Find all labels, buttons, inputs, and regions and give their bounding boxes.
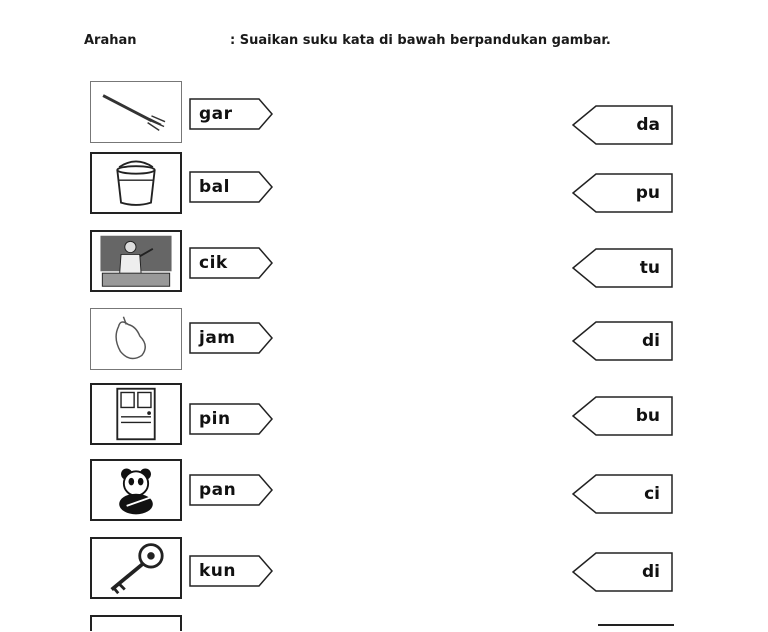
pear-icon — [90, 308, 182, 370]
syllable-label: pu — [635, 183, 660, 203]
syllable-label: ci — [644, 484, 660, 504]
syllable-tag-left[interactable] — [189, 555, 273, 587]
syllable-tag-right[interactable] — [572, 474, 674, 514]
syllable-label: jam — [199, 328, 236, 348]
door-icon — [90, 383, 182, 445]
syllable-tag-left[interactable] — [189, 474, 273, 506]
syllable-tag-left[interactable] — [189, 403, 273, 435]
syllable-label: kun — [199, 561, 237, 581]
syllable-label: da — [636, 115, 660, 135]
syllable-tag-right[interactable] — [572, 396, 674, 436]
syllable-label: di — [642, 562, 660, 582]
teacher-icon — [90, 230, 182, 292]
bucket-icon — [90, 152, 182, 214]
syllable-label: cik — [199, 253, 228, 273]
syllable-label: tu — [639, 258, 660, 278]
syllable-label: di — [642, 331, 660, 351]
fork-icon — [90, 81, 182, 143]
syllable-tag-cutoff — [598, 624, 674, 632]
syllable-tag-right[interactable] — [572, 105, 674, 145]
syllable-tag-right[interactable] — [572, 173, 674, 213]
syllable-tag-right[interactable] — [572, 321, 674, 361]
instruction-text: : Suaikan suku kata di bawah berpandukan gambar. — [230, 33, 611, 48]
syllable-label: gar — [199, 104, 233, 124]
syllable-tag-right[interactable] — [572, 248, 674, 288]
picture-frame-cutoff — [90, 615, 182, 631]
syllable-tag-left[interactable] — [189, 247, 273, 279]
syllable-tag-left[interactable] — [189, 98, 273, 130]
syllable-tag-left[interactable] — [189, 322, 273, 354]
syllable-label: pan — [199, 480, 237, 500]
syllable-tag-right[interactable] — [572, 552, 674, 592]
syllable-label: pin — [199, 409, 231, 429]
instruction-label: Arahan — [84, 33, 137, 48]
syllable-label: bal — [199, 177, 230, 197]
key-icon — [90, 537, 182, 599]
syllable-tag-left[interactable] — [189, 171, 273, 203]
panda-icon — [90, 459, 182, 521]
syllable-label: bu — [635, 406, 660, 426]
